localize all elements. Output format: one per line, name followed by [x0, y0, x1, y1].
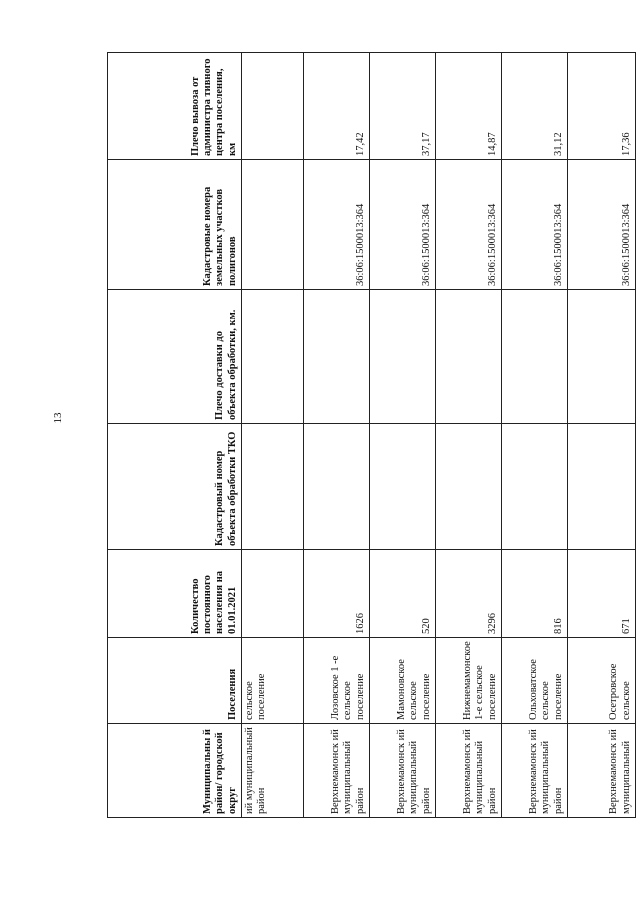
- cell-population: 1626: [304, 550, 370, 638]
- cell-facility-cadastral: [304, 424, 370, 550]
- header-export-distance: Плечо вывоза от администра тивного центра поселения, км: [108, 53, 242, 160]
- table-header-row: [108, 53, 242, 818]
- cell-export-distance: 17,36: [568, 53, 636, 160]
- cell-delivery-distance: [436, 290, 502, 424]
- cell-population: 816: [502, 550, 568, 638]
- cell-district: Верхнемамонск ий муниципальный район: [304, 724, 370, 818]
- cell-export-distance: 14,87: [436, 53, 502, 160]
- data-table: [107, 52, 636, 818]
- header-facility-cadastral: Кадастровый номер объекта обработки ТКО: [108, 424, 242, 550]
- cell-district: Верхнемамонск ий муниципальный: [568, 724, 636, 818]
- cell-landfill-cadastral: 36:06:1500013:364: [436, 160, 502, 290]
- cell-landfill-cadastral: [242, 160, 304, 290]
- cell-settlement: Нижнемамонское 1-е сельское поселение: [436, 638, 502, 724]
- cell-delivery-distance: [370, 290, 436, 424]
- header-settlements: Поселения: [108, 638, 242, 724]
- header-district: Муниципальны й район/ городской округ: [108, 724, 242, 818]
- cell-delivery-distance: [304, 290, 370, 424]
- cell-facility-cadastral: [568, 424, 636, 550]
- table-row: [242, 53, 304, 818]
- cell-landfill-cadastral: 36:06:1500013:364: [370, 160, 436, 290]
- cell-district: Верхнемамонск ий муниципальный район: [436, 724, 502, 818]
- cell-population: 3296: [436, 550, 502, 638]
- cell-facility-cadastral: [242, 424, 304, 550]
- cell-landfill-cadastral: 36:06:1500013:364: [568, 160, 636, 290]
- header-delivery-distance: Плечо доставки до объекта обработки, км.: [108, 290, 242, 424]
- cell-population: 671: [568, 550, 636, 638]
- page-number: 13: [52, 412, 64, 424]
- table-row: [502, 53, 568, 818]
- cell-export-distance: 31,12: [502, 53, 568, 160]
- cell-delivery-distance: [568, 290, 636, 424]
- cell-landfill-cadastral: 36:06:1500013:364: [304, 160, 370, 290]
- cell-settlement: Лозовское 1 -е сельское поселение: [304, 638, 370, 724]
- cell-facility-cadastral: [436, 424, 502, 550]
- cell-delivery-distance: [242, 290, 304, 424]
- cell-district: Верхнемамонск ий муниципальный район: [502, 724, 568, 818]
- cell-settlement: Осетровское сельское: [568, 638, 636, 724]
- header-population: Количество постоянного населения на 01.01.2021: [108, 550, 242, 638]
- cell-landfill-cadastral: 36:06:1500013:364: [502, 160, 568, 290]
- cell-export-distance: 17,42: [304, 53, 370, 160]
- cell-district: ий муниципальный район: [242, 724, 304, 818]
- cell-delivery-distance: [502, 290, 568, 424]
- cell-settlement: сельское поселение: [242, 638, 304, 724]
- table-row: [304, 53, 370, 818]
- cell-export-distance: 37,17: [370, 53, 436, 160]
- cell-population: 520: [370, 550, 436, 638]
- cell-population: [242, 550, 304, 638]
- table-row: [370, 53, 436, 818]
- header-landfill-cadastral: Кадастровые номера земельных участков полигонов: [108, 160, 242, 290]
- cell-facility-cadastral: [502, 424, 568, 550]
- cell-settlement: Ольховатское сельское поселение: [502, 638, 568, 724]
- cell-export-distance: [242, 53, 304, 160]
- cell-facility-cadastral: [370, 424, 436, 550]
- cell-district: Верхнемамонск ий муниципальный район: [370, 724, 436, 818]
- table-row: [568, 53, 636, 818]
- table-row: [436, 53, 502, 818]
- cell-settlement: Мамоновское сельское поселение: [370, 638, 436, 724]
- rotated-table-container: [107, 53, 634, 818]
